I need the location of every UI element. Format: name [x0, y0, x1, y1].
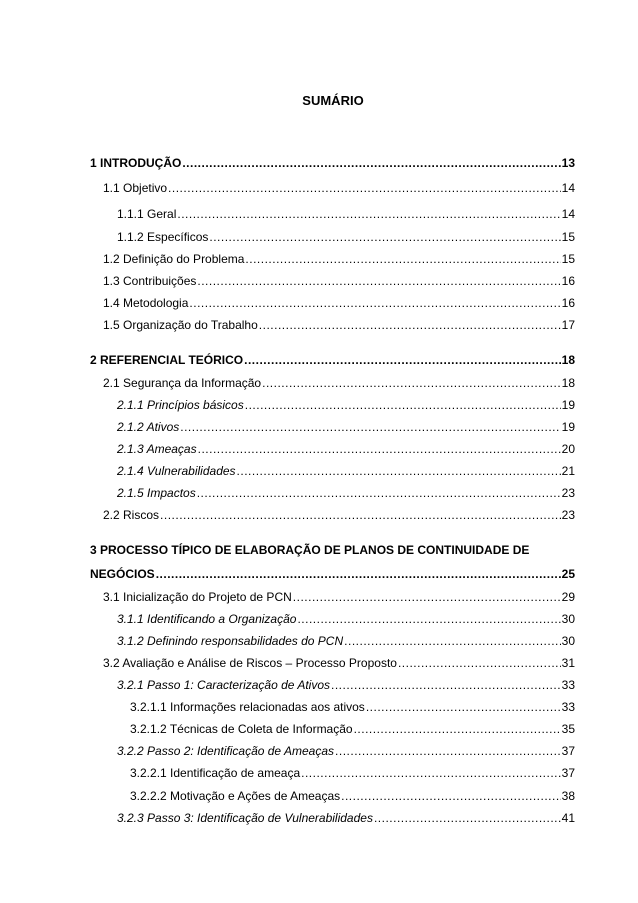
- toc-entry-3-2[interactable]: [103, 655, 575, 672]
- toc-entry-label: 2.1.5 Impactos: [117, 486, 196, 500]
- toc-entry-page: 33: [561, 678, 575, 692]
- toc-entry-2-1-2[interactable]: [117, 419, 575, 436]
- toc-entry-label: 1.1 Objetivo: [103, 181, 168, 195]
- toc-entry-label: 3.2.1 Passo 1: Caracterização de Ativos: [117, 678, 330, 692]
- toc-entry-label: 3 PROCESSO TÍPICO DE ELABORAÇÃO DE PLANOS DE CONTINUIDADE DE: [90, 543, 530, 557]
- toc-entry-3-2-1-1[interactable]: [130, 699, 575, 716]
- toc-entry-page: 30: [561, 634, 575, 648]
- toc-entry-label: 1.5 Organização do Trabalho: [103, 318, 258, 332]
- toc-entry-label: 1.4 Metodologia: [103, 296, 189, 310]
- toc-entry-label: 3.2.1.1 Informações relacionadas aos ativos: [130, 700, 365, 714]
- toc-entry-label: 3.1.1 Identificando a Organização: [117, 612, 297, 626]
- toc-entry-page: 21: [561, 464, 575, 478]
- toc-entry-3-1-1[interactable]: [117, 611, 575, 628]
- toc-entry-label: 2.1 Segurança da Informação: [103, 376, 262, 390]
- toc-entry-label: 3.2.2.1 Identificação de ameaça: [130, 766, 301, 780]
- toc-entry-1-1-2[interactable]: [117, 229, 575, 246]
- toc-entry-3-1-2[interactable]: [117, 633, 575, 650]
- toc-entry-label: 2 REFERENCIAL TEÓRICO: [90, 353, 244, 367]
- toc-entry-2-1-5[interactable]: [117, 485, 575, 502]
- toc-entry-page: 38: [561, 789, 575, 803]
- toc-entry-label: 1.1.1 Geral: [117, 207, 177, 221]
- toc-entry-label: NEGÓCIOS: [90, 567, 155, 581]
- toc-entry-page: 14: [561, 181, 575, 195]
- toc-entry-page: 19: [561, 398, 575, 412]
- toc-entry-page: 15: [561, 252, 575, 266]
- toc-entry-3-2-1-2[interactable]: [130, 721, 575, 738]
- toc-entry-page: 14: [561, 207, 575, 221]
- toc-entry-3-2-3[interactable]: [117, 810, 575, 827]
- toc-entry-page: 31: [561, 656, 575, 670]
- toc-entry-2-2[interactable]: [103, 507, 575, 524]
- toc-entry-3-2-2-1[interactable]: [130, 765, 575, 782]
- toc-entry-page: 16: [561, 296, 575, 310]
- toc-entry-page: 35: [561, 722, 575, 736]
- toc-entry-label: 2.1.3 Ameaças: [117, 442, 197, 456]
- toc-entry-3-2-2-2[interactable]: [130, 788, 575, 805]
- toc-entry-page: 15: [561, 230, 575, 244]
- toc-entry-label: 2.1.2 Ativos: [117, 420, 180, 434]
- toc-entry-page: 41: [561, 811, 575, 825]
- toc-entry-page: 17: [561, 318, 575, 332]
- toc-entry-page: 20: [561, 442, 575, 456]
- toc-entry-label: 3.1.2 Definindo responsabilidades do PCN: [117, 634, 344, 648]
- toc-entry-page: 30: [561, 612, 575, 626]
- toc-entry-page: 13: [561, 156, 575, 170]
- toc-entry-3-1[interactable]: [103, 589, 575, 606]
- toc-entry-1-1-1[interactable]: [117, 206, 575, 223]
- toc-entry-label: 3.2.3 Passo 3: Identificação de Vulnerabilidades: [117, 811, 373, 825]
- toc-entry-label: 2.2 Riscos: [103, 508, 160, 522]
- toc-entry-1-2[interactable]: [103, 251, 575, 268]
- toc-entry-page: 18: [561, 353, 575, 367]
- toc-entry-1-1[interactable]: [103, 180, 575, 197]
- toc-entry-page: 18: [561, 376, 575, 390]
- toc-entry-page: 23: [561, 486, 575, 500]
- toc-entry-1-5[interactable]: [103, 317, 575, 334]
- toc-entry-label: 3.2 Avaliação e Análise de Riscos – Processo Proposto: [103, 656, 397, 670]
- toc-entry-3-2-2[interactable]: [117, 743, 575, 760]
- toc-entry-3-2-1[interactable]: [117, 677, 575, 694]
- toc-entry-page: 19: [561, 420, 575, 434]
- toc-entry-page: 25: [561, 567, 575, 581]
- toc-entry-page: 37: [561, 744, 575, 758]
- toc-entry-2[interactable]: [90, 352, 575, 369]
- toc-entry-label: 2.1.4 Vulnerabilidades: [117, 464, 236, 478]
- toc-entry-label: 3.2.2.2 Motivação e Ações de Ameaças: [130, 789, 341, 803]
- toc-entry-3-line1[interactable]: [90, 542, 575, 559]
- toc-entry-1-4[interactable]: [103, 295, 575, 312]
- toc-entry-label: 3.2.1.2 Técnicas de Coleta de Informação: [130, 722, 353, 736]
- toc-entry-2-1-1[interactable]: [117, 397, 575, 414]
- toc-entry-2-1-3[interactable]: [117, 441, 575, 458]
- toc-title: SUMÁRIO: [302, 93, 364, 108]
- toc-entry-3[interactable]: [90, 566, 575, 583]
- toc-entry-page: 29: [561, 590, 575, 604]
- toc-entry-page: 23: [561, 508, 575, 522]
- toc-entry-label: 1 INTRODUÇÃO: [90, 156, 182, 170]
- toc-entry-label: 3.2.2 Passo 2: Identificação de Ameaças: [117, 744, 335, 758]
- toc-entry-2-1-4[interactable]: [117, 463, 575, 480]
- toc-entry-label: 2.1.1 Princípios básicos: [117, 398, 244, 412]
- toc-entry-label: 1.3 Contribuições: [103, 274, 197, 288]
- toc-entry-label: 1.2 Definição do Problema: [103, 252, 245, 266]
- toc-entry-2-1[interactable]: [103, 375, 575, 392]
- toc-entry-label: 3.1 Inicialização do Projeto de PCN: [103, 590, 292, 604]
- toc-entry-1[interactable]: [90, 155, 575, 172]
- toc-entry-label: 1.1.2 Específicos: [117, 230, 209, 244]
- toc-entry-page: 16: [561, 274, 575, 288]
- toc-entry-page: 37: [561, 766, 575, 780]
- toc-entry-1-3[interactable]: [103, 273, 575, 290]
- toc-entry-page: 33: [561, 700, 575, 714]
